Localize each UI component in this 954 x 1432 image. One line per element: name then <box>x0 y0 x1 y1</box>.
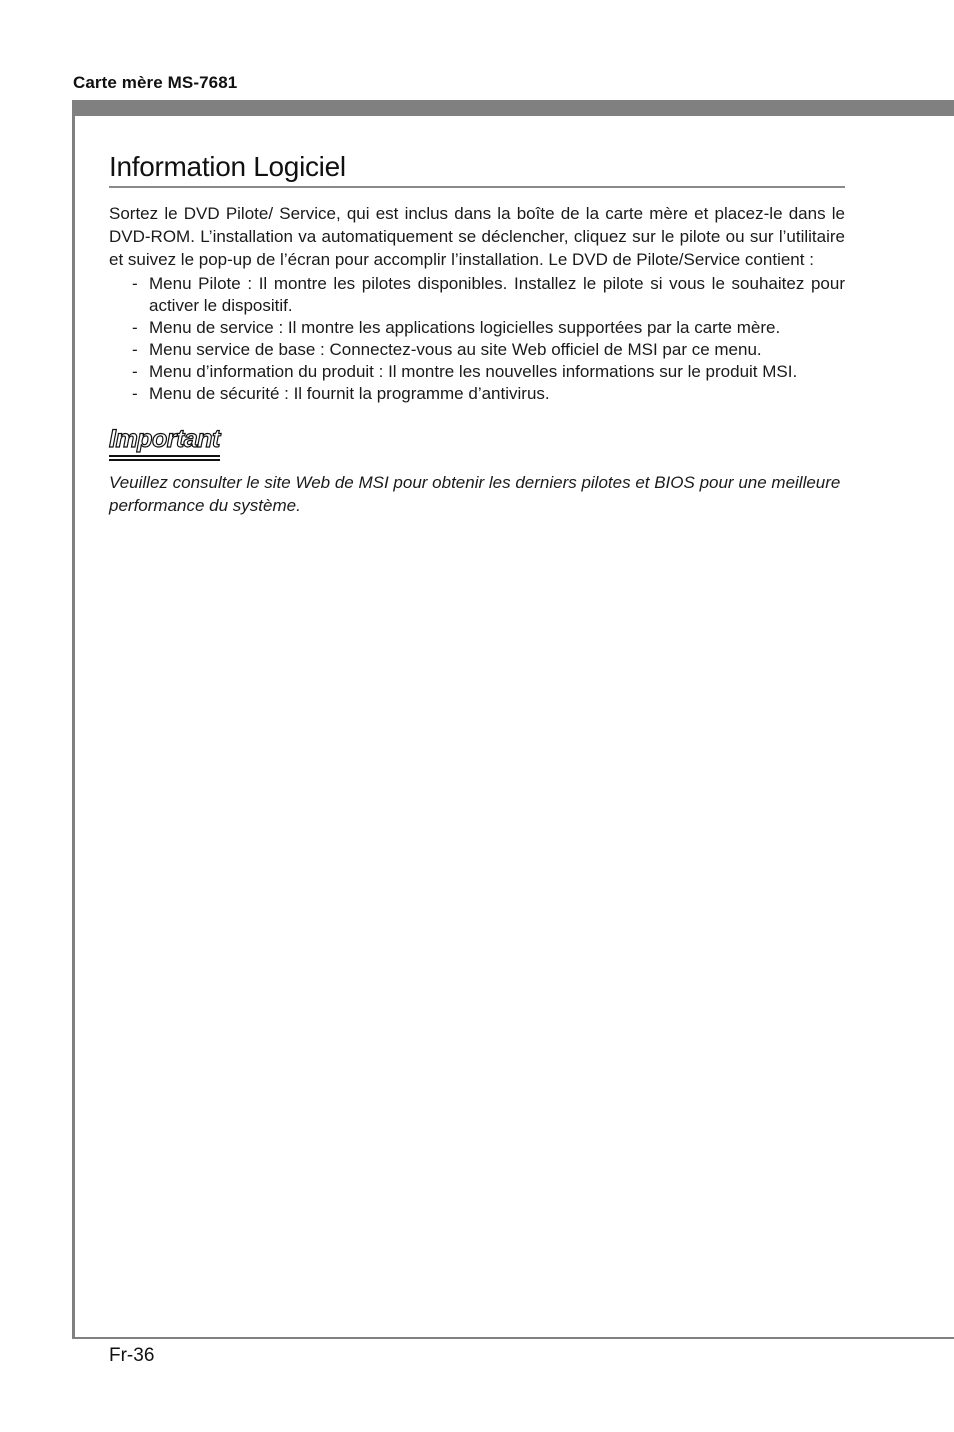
list-item-text: Menu service de base : Connectez-vous au site Web officiel de MSI par ce menu. <box>149 340 762 359</box>
list-item-text: Menu de service : Il montre les applications logicielles supportées par la carte mère. <box>149 318 781 337</box>
section-title: Information Logiciel <box>109 150 845 188</box>
bullet-dash: - <box>132 274 138 293</box>
important-heading: Important <box>109 425 220 457</box>
bullet-dash: - <box>132 318 138 337</box>
list-item <box>109 339 845 361</box>
list-item-text: Menu de sécurité : Il fournit la programme d’antivirus. <box>149 384 550 403</box>
important-note: Veuillez consulter le site Web de MSI pour obtenir les derniers pilotes et BIOS pour une meilleure performance du système. <box>109 473 841 515</box>
list-item <box>109 361 845 383</box>
bullet-dash: - <box>132 340 138 359</box>
bullet-dash: - <box>132 362 138 381</box>
list-item <box>109 273 845 317</box>
dvd-contents-list <box>109 273 845 405</box>
page-content <box>109 150 845 517</box>
left-margin-rule <box>72 100 75 1339</box>
bottom-margin-rule <box>72 1337 954 1339</box>
list-item <box>109 317 845 339</box>
list-item <box>109 383 845 405</box>
running-header: Carte mère MS-7681 <box>73 73 238 92</box>
intro-paragraph: Sortez le DVD Pilote/ Service, qui est inclus dans la boîte de la carte mère et placez-le dans le DVD-ROM. L’installation va automatiquement se déclencher, cliquez sur le pilote ou sur l’utilitaire et suivez le pop-up de l’écran pour accomplir l’installation. Le DVD de Pilote/Service contient : <box>109 204 845 269</box>
page-number: Fr-36 <box>109 1345 155 1366</box>
top-decorative-bar <box>72 100 954 116</box>
bullet-dash: - <box>132 384 138 403</box>
list-item-text: Menu d’information du produit : Il montre les nouvelles informations sur le produit MSI. <box>149 362 798 381</box>
list-item-text: Menu Pilote : Il montre les pilotes disponibles. Installez le pilote si vous le souhaitez pour activer le dispositif. <box>149 274 845 315</box>
